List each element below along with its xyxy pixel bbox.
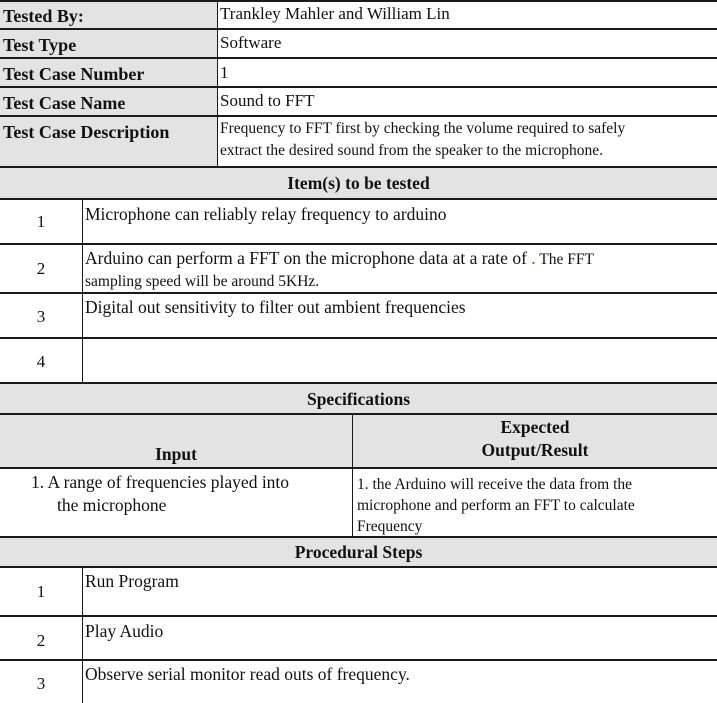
item-2-line-1 bbox=[85, 247, 717, 271]
step-number: 2 bbox=[36, 631, 46, 650]
divider bbox=[0, 615, 717, 617]
item-text: Microphone can reliably relay frequency to arduino bbox=[85, 204, 447, 224]
test-case-description-label: Test Case Description bbox=[3, 122, 170, 142]
spec-input-cell bbox=[0, 471, 352, 517]
specifications-title: Specifications bbox=[0, 384, 717, 414]
divider bbox=[0, 198, 717, 200]
divider bbox=[82, 567, 83, 703]
divider bbox=[0, 86, 717, 88]
expected-header-line-2: Output/Result bbox=[481, 440, 589, 460]
divider bbox=[0, 0, 717, 2]
procedural-steps-title: Procedural Steps bbox=[0, 538, 717, 567]
items-section-title: Item(s) to be tested bbox=[0, 168, 717, 199]
divider bbox=[0, 659, 717, 661]
divider bbox=[0, 337, 717, 339]
divider bbox=[0, 28, 717, 30]
divider bbox=[217, 0, 218, 167]
input-header: Input bbox=[155, 444, 197, 464]
spec-input-line-1: 1. A range of frequencies played into bbox=[31, 472, 290, 492]
divider bbox=[0, 566, 717, 568]
test-case-name-value: Sound to FFT bbox=[220, 91, 315, 110]
item-2-text-part-1: Arduino can perform a FFT on the microphone data at a rate of bbox=[85, 248, 532, 268]
item-2-red-mark: . bbox=[531, 248, 536, 268]
description-line-2: extract the desired sound from the speaker to the microphone. bbox=[220, 142, 604, 159]
divider bbox=[0, 292, 717, 294]
spec-output-line-2: microphone and perform an FFT to calculate bbox=[357, 497, 635, 514]
spec-input-line-2: the microphone bbox=[57, 495, 167, 515]
expected-header-line-1: Expected bbox=[500, 417, 570, 437]
test-case-description-value bbox=[217, 118, 717, 162]
spec-output-cell bbox=[353, 474, 717, 537]
test-case-number-label: Test Case Number bbox=[3, 64, 145, 84]
item-text bbox=[82, 247, 717, 293]
tested-by-value: Trankley Mahler and William Lin bbox=[220, 4, 450, 23]
test-type-value: Software bbox=[220, 33, 282, 52]
step-number: 3 bbox=[36, 674, 46, 693]
test-case-number-value: 1 bbox=[220, 63, 229, 82]
expected-output-header bbox=[353, 416, 717, 462]
description-line-1: Frequency to FFT first by checking the volume required to safely bbox=[220, 120, 626, 137]
divider bbox=[0, 57, 717, 59]
tested-by-label: Tested By: bbox=[3, 6, 84, 26]
item-2-line-2: sampling speed will be around 5KHz. bbox=[85, 273, 320, 290]
step-text: Run Program bbox=[85, 571, 179, 591]
divider bbox=[352, 414, 353, 537]
test-type-label: Test Type bbox=[3, 35, 77, 55]
step-text: Play Audio bbox=[85, 621, 164, 641]
spec-output-line-3: Frequency bbox=[357, 518, 423, 535]
step-number: 1 bbox=[36, 582, 46, 601]
item-text: Digital out sensitivity to filter out ambient frequencies bbox=[85, 297, 466, 317]
divider bbox=[0, 115, 717, 117]
spec-output-line-1: 1. the Arduino will receive the data from the bbox=[357, 476, 633, 493]
step-text: Observe serial monitor read outs of frequency. bbox=[85, 664, 410, 684]
item-number: 1 bbox=[36, 212, 46, 231]
divider bbox=[0, 467, 717, 469]
test-case-name-label: Test Case Name bbox=[3, 93, 126, 113]
item-number: 2 bbox=[36, 259, 46, 278]
divider bbox=[82, 199, 83, 383]
item-2-text-part-2: The FFT bbox=[535, 251, 594, 268]
item-number: 4 bbox=[36, 352, 46, 371]
divider bbox=[0, 243, 717, 245]
item-number: 3 bbox=[36, 307, 46, 326]
